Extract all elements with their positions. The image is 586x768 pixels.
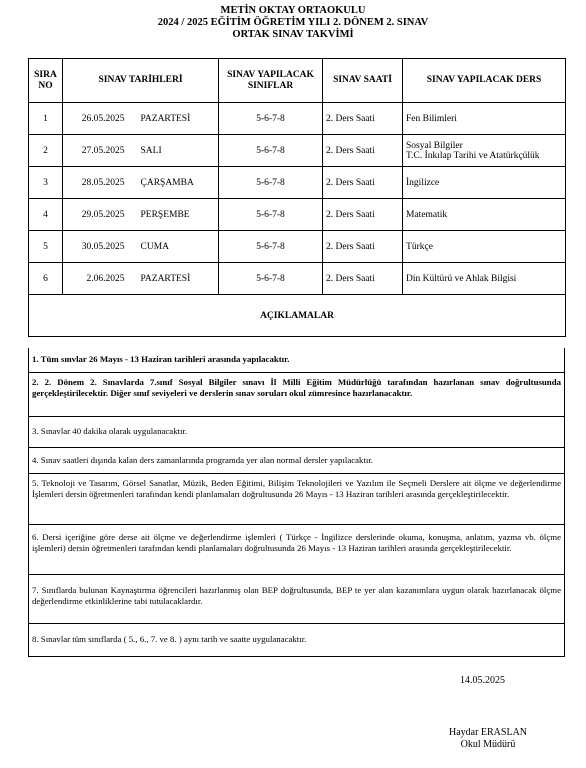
table-row [29, 103, 566, 135]
row-date: 27.05.2025 [63, 135, 139, 167]
row-no: 3 [29, 167, 63, 199]
col-header-saat: SINAV SAATİ [323, 59, 403, 103]
row-day: CUMA [139, 231, 219, 263]
col-header-ders: SINAV YAPILACAK DERS [403, 59, 566, 103]
principal-title: Okul Müdürü [460, 739, 516, 750]
row-course: Fen Bilimleri [403, 103, 566, 135]
note-1: 1. Tüm sınvlar 26 Mayıs - 13 Haziran tarihleri arasında yapılacaktır. [28, 348, 565, 373]
col-header-tarih: SINAV TARİHLERİ [63, 59, 219, 103]
row-day: ÇARŞAMBA [139, 167, 219, 199]
row-classes: 5-6-7-8 [219, 199, 323, 231]
row-classes: 5-6-7-8 [219, 231, 323, 263]
row-time: 2. Ders Saati [323, 231, 403, 263]
row-no: 6 [29, 263, 63, 295]
notes-title: AÇIKLAMALAR [29, 295, 566, 337]
row-classes: 5-6-7-8 [219, 263, 323, 295]
note-2: 2. 2. Dönem 2. Sınavlarda 7.sınıf Sosyal Bilgiler sınavı İl Milli Eğitim Müdürlüğü tarafından hazırlanan sınav doğrultusunda gerçekleştirilecektir. Diğer sınıf seviyeleri ve derslerin sınav soruları okul zümresince hazırlanacaktır. [28, 373, 565, 417]
principal-name: Haydar ERASLAN [448, 727, 528, 738]
row-time: 2. Ders Saati [323, 135, 403, 167]
row-no: 1 [29, 103, 63, 135]
row-no: 2 [29, 135, 63, 167]
table-row [29, 167, 566, 199]
row-day: SALI [139, 135, 219, 167]
row-course: İngilizce [403, 167, 566, 199]
col-header-siniflar: SINAV YAPILACAK SINIFLAR [219, 59, 323, 103]
signature-block [438, 727, 538, 751]
school-name: METİN OKTAY ORTAOKULU [220, 5, 366, 16]
row-day: PAZARTESİ [139, 103, 219, 135]
row-day: PERŞEMBE [139, 199, 219, 231]
schedule-title: ORTAK SINAV TAKVİMİ [232, 29, 354, 40]
exam-schedule-table [28, 58, 566, 337]
row-time: 2. Ders Saati [323, 167, 403, 199]
row-date: 29.05.2025 [63, 199, 139, 231]
row-day: PAZARTESİ [139, 263, 219, 295]
exam-period-title: 2024 / 2025 EĞİTİM ÖĞRETİM YILI 2. DÖNEM 2. SINAV [157, 17, 429, 28]
row-date: 28.05.2025 [63, 167, 139, 199]
notes-title-row [29, 295, 566, 337]
table-row [29, 263, 566, 295]
table-row [29, 231, 566, 263]
table-header-row [29, 59, 566, 103]
row-no: 4 [29, 199, 63, 231]
note-3: 3. Sınavlar 40 dakika olarak uygulanacaktır. [28, 417, 565, 448]
row-date: 30.05.2025 [63, 231, 139, 263]
row-classes: 5-6-7-8 [219, 167, 323, 199]
row-time: 2. Ders Saati [323, 199, 403, 231]
row-classes: 5-6-7-8 [219, 135, 323, 167]
row-date: 26.05.2025 [63, 103, 139, 135]
note-6: 6. Dersi içeriğine göre derse ait ölçme ve değerlendirme işlemleri ( Türkçe - İngilizce derslerinde okuma, konuşma, anlatım, yazma vb. ölçme işlemleri) dersin öğretmenleri tarafından kendi planlamaları doğrultusunda 26 Mayıs - 13 Haziran tarihleri arasında gerçekleştirilecektir. [28, 525, 565, 575]
document-date: 14.05.2025 [460, 675, 505, 686]
row-classes: 5-6-7-8 [219, 103, 323, 135]
note-8: 8. Sınavlar tüm sınıflarda ( 5., 6., 7. ve 8. ) aynı tarih ve saatte uygulanacaktır. [28, 624, 565, 657]
row-course: Din Kültürü ve Ahlak Bilgisi [403, 263, 566, 295]
row-no: 5 [29, 231, 63, 263]
note-5: 5. Teknoloji ve Tasarım, Görsel Sanatlar, Müzik, Beden Eğitimi, Bilişim Teknolojileri ve Yazılım ile Seçmeli Derslere ait ölçme ve değerlendirme İşlemleri dersin öğretmenleri tarafından kendi planlamaları doğrultusunda 26 Mayıs - 13 Haziran tarihleri arasında gerçekleştirilecektir. [28, 474, 565, 525]
note-4: 4. Sınav saatleri dışında kalan ders zamanlarında programda yer alan normal dersler yapılacaktır. [28, 448, 565, 474]
row-time: 2. Ders Saati [323, 263, 403, 295]
table-row [29, 135, 566, 167]
col-header-sira: SIRA NO [29, 59, 63, 103]
row-course: Matematik [403, 199, 566, 231]
row-date: 2.06.2025 [63, 263, 139, 295]
table-row [29, 199, 566, 231]
note-7: 7. Sınıflarda bulunan Kaynaştırma öğrencileri hazırlanmış olan BEP doğrultusunda, BEP te yer alan kazanımlara uygun olarak hazırlanacak ölçme değerlendirme etkinliklerine tabi tutulacaklardır. [28, 575, 565, 624]
row-course: Sosyal Bilgiler T.C. İnkılap Tarihi ve Atatürkçülük [403, 135, 566, 167]
row-course: Türkçe [403, 231, 566, 263]
row-time: 2. Ders Saati [323, 103, 403, 135]
